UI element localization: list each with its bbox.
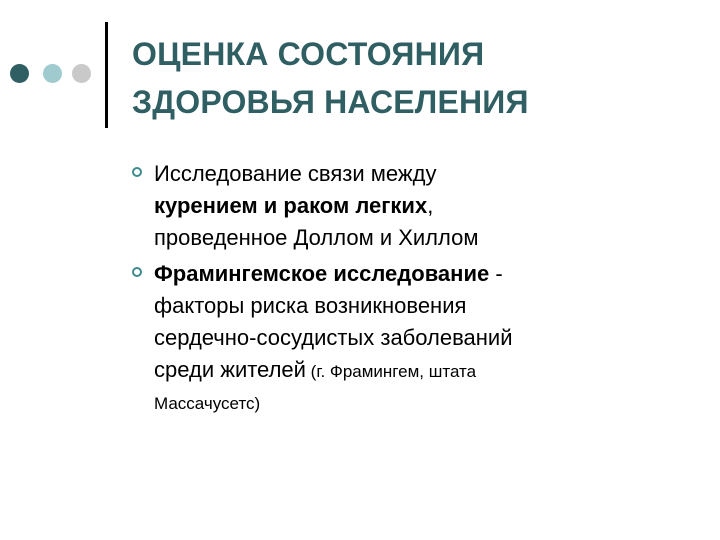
bullet-2-line-4-main: среди жителей <box>154 357 306 382</box>
title-divider <box>105 22 108 128</box>
bullet-1-line-3: проведенное Доллом и Хиллом <box>154 225 479 250</box>
bullet-2-line-4 <box>154 354 692 388</box>
bullet-2-line-1 <box>154 258 692 290</box>
bullet-1-comma: , <box>427 193 434 218</box>
bullet-item-2 <box>132 258 692 420</box>
dot-dark-icon <box>10 64 29 83</box>
ring-bullet-icon <box>132 267 142 277</box>
bullet-list <box>132 158 692 424</box>
bullet-1-line-1: Исследование связи между <box>154 161 437 186</box>
bullet-2-line-2: факторы риска возникновения <box>154 293 467 318</box>
bullet-1-line-2 <box>154 190 692 222</box>
bullet-item-1 <box>132 158 692 254</box>
ring-bullet-icon <box>132 167 142 177</box>
bullet-1-bold-phrase: курением и раком легких <box>154 193 428 218</box>
title-line-2: ЗДОРОВЬЯ НАСЕЛЕНИЯ <box>132 84 529 120</box>
bullet-2-bold-phrase: Фрамингемское исследование <box>154 261 490 286</box>
dot-gray-icon <box>72 64 91 83</box>
bullet-2-location-note: (г. Фрамингем, штата <box>305 362 477 381</box>
dot-light-teal-icon <box>43 64 62 83</box>
slide-title <box>132 30 529 126</box>
bullet-2-line-3: сердечно-сосудистых заболеваний <box>154 325 513 350</box>
bullet-2-dash: - <box>489 261 503 286</box>
bullet-2-line-5: Массачусетс) <box>154 394 261 413</box>
title-line-1: ОЦЕНКА СОСТОЯНИЯ <box>132 36 485 72</box>
